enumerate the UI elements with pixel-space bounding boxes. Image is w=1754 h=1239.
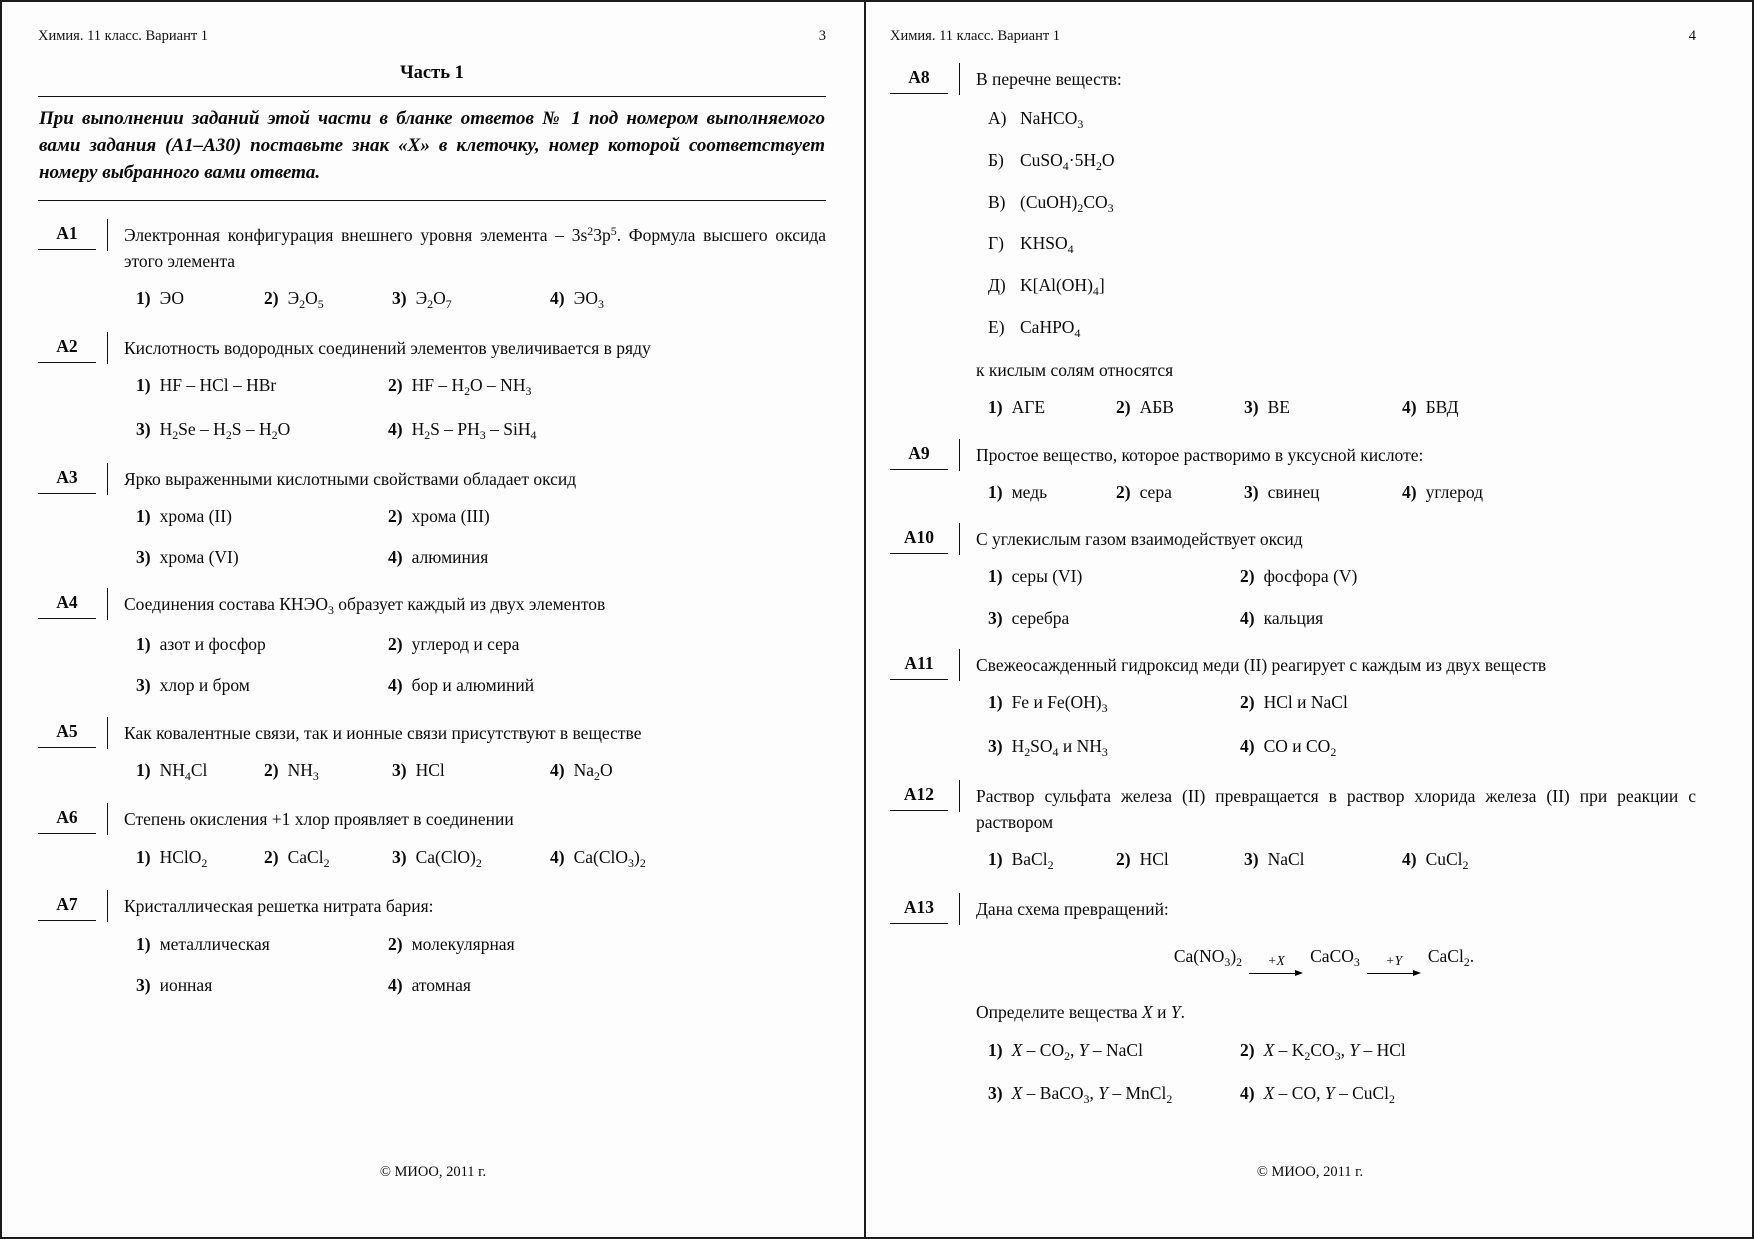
option-item <box>136 631 388 657</box>
option-number: 3) <box>988 735 1003 756</box>
question-body <box>96 466 826 571</box>
options-grid <box>976 394 1696 420</box>
substance-formula: $CuSO_4\cdot 5H_2O$ <box>1020 149 1115 173</box>
option-value: бор и алюминий <box>411 675 535 696</box>
question-item <box>38 806 826 872</box>
option-value: кальция <box>1263 607 1324 628</box>
options-grid <box>976 846 1696 875</box>
option-number: 3) <box>136 547 151 568</box>
option-value: АБВ <box>1139 397 1174 418</box>
option-value: HF – $H_2O - NH_3$ <box>411 375 532 399</box>
option-number: 3) <box>988 1083 1003 1104</box>
questions-list <box>38 222 826 998</box>
reaction-arrow <box>1249 954 1303 978</box>
option-number: 3) <box>1244 397 1259 418</box>
option-number: 2) <box>1240 566 1255 587</box>
option-value: сера <box>1139 481 1172 502</box>
option-number: 2) <box>264 759 279 780</box>
substance-item <box>988 105 1696 134</box>
option-item <box>136 757 264 786</box>
question-number: А2 <box>38 335 96 363</box>
option-item <box>988 605 1240 631</box>
option-value: $H_2SO_4$ и $NH_3$ <box>1011 735 1108 759</box>
option-item <box>388 631 826 657</box>
option-item <box>1240 689 1696 718</box>
page-footer: © МИОО, 2011 г. <box>1256 1164 1364 1180</box>
options-grid <box>124 372 826 444</box>
option-item <box>550 285 826 314</box>
option-number: 4) <box>388 547 403 568</box>
option-number: 2) <box>264 846 279 867</box>
question-number: А6 <box>38 806 96 834</box>
option-item <box>388 931 826 957</box>
options-grid <box>124 844 826 873</box>
option-value: серы (VI) <box>1011 566 1083 587</box>
question-body <box>948 783 1696 875</box>
option-number: 1) <box>136 846 151 867</box>
question-text: Как ковалентные связи, так и ионные связи присутствуют в веществе <box>124 722 642 743</box>
question-text: Кислотность водородных соединений элементов увеличивается в ряду <box>124 338 651 359</box>
option-value: $NH_3$ <box>287 759 319 783</box>
option-number: 3) <box>988 607 1003 628</box>
option-item <box>136 544 388 570</box>
question-item <box>38 335 826 445</box>
right-arrow-icon <box>1249 969 1303 977</box>
question-body <box>96 222 826 314</box>
option-item <box>388 544 826 570</box>
substance-item <box>988 147 1696 176</box>
option-value: молекулярная <box>411 933 515 954</box>
option-value: X – BaCO$_3$, Y – MnCl$_2$ <box>1011 1083 1173 1107</box>
option-value: $H_2S - PH_3 - SiH_4$ <box>411 418 537 442</box>
option-item <box>988 689 1240 718</box>
option-number: 1) <box>988 692 1003 713</box>
option-number: 4) <box>1402 481 1417 502</box>
question-text: Ярко выраженными кислотными свойствами обладает оксид <box>124 468 577 489</box>
question-number: А8 <box>890 66 948 94</box>
question-body <box>96 335 826 445</box>
header-page-number: 3 <box>818 28 826 44</box>
question-number: А1 <box>38 222 96 250</box>
option-number: 4) <box>388 974 403 995</box>
option-number: 2) <box>1116 397 1131 418</box>
option-item <box>1244 479 1402 505</box>
option-item <box>1244 846 1402 875</box>
option-item <box>388 372 826 401</box>
options-grid <box>976 1037 1696 1109</box>
option-item <box>264 285 392 314</box>
option-item <box>136 672 388 698</box>
questions-list <box>890 66 1696 1109</box>
question-text: Дана схема превращений: <box>976 898 1169 919</box>
option-number: 1) <box>988 1039 1003 1060</box>
substance-formula: $(CuOH)_2CO_3$ <box>1020 191 1114 215</box>
option-number: 1) <box>136 933 151 954</box>
header-page-number: 4 <box>1688 28 1696 44</box>
option-item <box>988 563 1240 589</box>
question-item <box>38 222 826 314</box>
substance-letter: А) <box>988 108 1007 129</box>
question-item <box>38 720 826 786</box>
substance-item <box>988 272 1696 301</box>
reaction-arrow <box>1367 954 1421 978</box>
substance-formula: $KHSO_4$ <box>1020 233 1074 257</box>
option-number: 4) <box>388 675 403 696</box>
option-number: 1) <box>988 849 1003 869</box>
question-item <box>38 466 826 571</box>
option-item <box>392 757 550 786</box>
option-number: 4) <box>1402 849 1417 869</box>
option-item <box>550 844 826 873</box>
question-item <box>890 896 1696 1109</box>
question-body <box>96 720 826 786</box>
option-number: 2) <box>264 288 279 309</box>
option-number: 3) <box>392 846 407 867</box>
options-grid <box>976 689 1696 761</box>
option-item <box>1240 563 1696 589</box>
option-number: 2) <box>1116 481 1131 502</box>
question-number: А13 <box>890 896 948 924</box>
option-item <box>264 757 392 786</box>
option-item <box>1402 479 1696 505</box>
option-item <box>388 972 826 998</box>
option-item <box>388 672 826 698</box>
question-number: А12 <box>890 783 948 811</box>
option-value: азот и фосфор <box>159 634 266 655</box>
question-text: Свежеосажденный гидроксид меди (II) реагирует с каждым из двух веществ <box>976 654 1547 675</box>
option-value: X – $CO_2$, Y – NaCl <box>1011 1039 1143 1063</box>
option-value: ионная <box>159 974 213 995</box>
option-item <box>1116 394 1244 420</box>
option-value: ЭО <box>159 288 184 309</box>
page-4 <box>868 2 1752 1237</box>
option-number: 4) <box>388 418 403 439</box>
option-number: 1) <box>136 288 151 309</box>
question-item <box>890 526 1696 631</box>
part-title: Часть 1 <box>400 63 464 83</box>
option-number: 2) <box>1240 1039 1255 1060</box>
options-grid <box>976 563 1696 631</box>
option-number: 4) <box>550 846 565 867</box>
option-value: $Ca(ClO_3)_2$ <box>573 846 646 870</box>
option-number: 4) <box>550 288 565 309</box>
substance-list <box>976 105 1696 342</box>
option-number: 2) <box>1240 692 1255 713</box>
option-number: 4) <box>1240 735 1255 756</box>
option-value: HCl и NaCl <box>1263 692 1348 713</box>
option-value: CuCl$_2$ <box>1425 849 1469 872</box>
option-item <box>550 757 826 786</box>
option-number: 4) <box>1240 1083 1255 1104</box>
question-number: А5 <box>38 720 96 748</box>
option-value: хрома (II) <box>159 505 232 526</box>
option-number: 4) <box>550 759 565 780</box>
question-text: Соединения состава $КНЭО_3$ образует каждый из двух элементов <box>124 594 606 618</box>
arrow-label: +Y <box>1385 952 1403 968</box>
question-body <box>948 896 1696 1109</box>
option-number: 3) <box>1244 481 1259 502</box>
scheme-formula: CaCl$_2$. <box>1427 945 1475 969</box>
option-number: 2) <box>388 505 403 526</box>
option-value: хрома (VI) <box>159 547 239 568</box>
page-header <box>38 28 826 45</box>
option-item <box>988 846 1116 875</box>
substance-letter: В) <box>988 191 1006 212</box>
option-number: 3) <box>136 418 151 439</box>
question-number: А7 <box>38 893 96 921</box>
option-value: атомная <box>411 974 471 995</box>
option-number: 1) <box>136 375 151 396</box>
scheme-formula: CaCO$_3$ <box>1310 945 1360 969</box>
question-item <box>890 442 1696 506</box>
substance-letter: Д) <box>988 274 1006 295</box>
option-value: $Na_2O$ <box>573 759 613 783</box>
option-value: алюминия <box>411 547 489 568</box>
option-item <box>988 479 1116 505</box>
question-item <box>38 893 826 998</box>
option-value: Fe и $Fe(OH)_3$ <box>1011 692 1108 715</box>
substance-letter: Б) <box>988 149 1004 170</box>
substance-formula: $K[Al(OH)_4]$ <box>1020 274 1105 298</box>
option-value: медь <box>1011 481 1048 502</box>
option-value: CaCl$_2$ <box>287 846 330 870</box>
question-text: Электронная конфигурация внешнего уровня элемента – $3s^23p^5$. Формула высшего оксида этого элемента <box>124 223 826 272</box>
question-body <box>96 893 826 998</box>
option-value: HCl <box>415 759 445 780</box>
options-grid <box>124 757 826 786</box>
question-number: А11 <box>890 652 948 680</box>
option-value: CO и $CO_2$ <box>1263 735 1337 759</box>
question-item <box>890 652 1696 762</box>
option-number: 4) <box>1402 397 1417 418</box>
question-number: А10 <box>890 526 948 554</box>
question-number: А3 <box>38 466 96 494</box>
page-3 <box>2 2 866 1237</box>
question-number: А9 <box>890 442 948 470</box>
option-value: металлическая <box>159 933 270 954</box>
header-title: Химия. 11 класс. Вариант 1 <box>890 28 1061 44</box>
substance-item <box>988 314 1696 343</box>
option-item <box>136 844 264 873</box>
option-item <box>1240 1037 1696 1066</box>
option-item <box>1116 479 1244 505</box>
option-number: 2) <box>388 375 403 396</box>
option-number: 2) <box>388 933 403 954</box>
option-value: $Э_2О_7$ <box>415 288 452 312</box>
option-item <box>1240 1080 1696 1109</box>
option-item <box>988 1037 1240 1066</box>
option-value: NaCl <box>1267 849 1305 869</box>
question-subtext: к кислым солям относятся <box>976 360 1174 381</box>
question-item <box>38 591 826 698</box>
question-item <box>890 783 1696 875</box>
option-value: БВД <box>1425 397 1459 418</box>
question-body <box>96 806 826 872</box>
option-number: 3) <box>392 759 407 780</box>
option-value: углерод <box>1425 481 1484 502</box>
options-grid <box>976 479 1696 505</box>
option-item <box>988 1080 1240 1109</box>
option-number: 1) <box>988 397 1003 418</box>
option-value: хлор и бром <box>159 675 250 696</box>
option-value: HF – HCl – HBr <box>159 375 277 396</box>
option-value: X – CO, Y – CuCl$_2$ <box>1263 1083 1395 1107</box>
header-title: Химия. 11 класс. Вариант 1 <box>38 28 209 44</box>
option-item <box>388 416 826 445</box>
option-item <box>1402 394 1696 420</box>
option-number: 3) <box>136 675 151 696</box>
scheme-prompt: Определите вещества X и Y. <box>976 1002 1185 1023</box>
option-item <box>136 372 388 401</box>
option-value: HClO$_2$ <box>159 846 208 870</box>
option-number: 3) <box>136 974 151 995</box>
option-item <box>264 844 392 873</box>
substance-formula: NaHCO$_3$ <box>1020 108 1084 132</box>
question-text: Простое вещество, которое растворимо в уксусной кислоте: <box>976 444 1424 465</box>
option-item <box>1240 733 1696 762</box>
option-item <box>136 972 388 998</box>
options-grid <box>124 631 826 699</box>
scheme-formula: $Ca(NO_3)_2$ <box>1173 945 1243 969</box>
option-item <box>136 503 388 529</box>
option-value: $Э_2О_5$ <box>287 288 324 312</box>
right-arrow-icon <box>1367 969 1421 977</box>
question-body <box>948 66 1696 421</box>
option-item <box>136 285 264 314</box>
option-item <box>1116 846 1244 875</box>
option-value: X – $K_2CO_3$, Y – HCl <box>1263 1039 1406 1063</box>
question-text: С углекислым газом взаимодействует оксид <box>976 529 1303 550</box>
instructions-text: При выполнении заданий этой части в бланке ответов № 1 под номером выполняемого вами задания (А1–А30) поставьте знак «Х» в клеточку, номер которой соответствует номеру выбранного вами ответа. <box>38 96 826 201</box>
substance-item <box>988 230 1696 259</box>
option-value: $NH_4Cl$ <box>159 759 208 783</box>
option-value: свинец <box>1267 481 1320 502</box>
option-number: 1) <box>136 759 151 780</box>
options-grid <box>124 503 826 571</box>
option-number: 2) <box>1116 849 1131 869</box>
option-number: 3) <box>392 288 407 309</box>
option-item <box>1240 605 1696 631</box>
options-grid <box>124 285 826 314</box>
option-number: 1) <box>988 481 1003 502</box>
option-number: 1) <box>988 566 1003 587</box>
option-number: 3) <box>1244 849 1259 869</box>
option-number: 2) <box>388 634 403 655</box>
page-footer: © МИОО, 2011 г. <box>379 1164 487 1180</box>
option-value: ВЕ <box>1267 397 1290 418</box>
substance-formula: CaHPO$_4$ <box>1020 316 1081 340</box>
option-value: АГЕ <box>1011 397 1046 418</box>
option-value: хрома (III) <box>411 505 490 526</box>
question-text: Степень окисления +1 хлор проявляет в соединении <box>124 809 514 830</box>
option-value: HCl <box>1139 849 1169 869</box>
option-item <box>392 844 550 873</box>
option-value: серебра <box>1011 607 1070 628</box>
question-body <box>948 442 1696 506</box>
option-value: $ЭО_3$ <box>573 288 604 312</box>
question-number: А4 <box>38 591 96 619</box>
option-item <box>392 285 550 314</box>
option-item <box>1402 846 1696 875</box>
question-body <box>948 526 1696 631</box>
options-grid <box>124 931 826 999</box>
page-header <box>890 28 1696 45</box>
substance-item <box>988 189 1696 218</box>
question-body <box>96 591 826 698</box>
reaction-scheme <box>976 942 1672 978</box>
option-number: 1) <box>136 634 151 655</box>
option-number: 1) <box>136 505 151 526</box>
option-item <box>136 416 388 445</box>
question-text: Кристаллическая решетка нитрата бария: <box>124 896 434 917</box>
option-value: BaCl$_2$ <box>1011 849 1054 872</box>
arrow-label: +X <box>1267 952 1285 968</box>
question-text: В перечне веществ: <box>976 69 1122 89</box>
substance-letter: Г) <box>988 233 1004 254</box>
option-item <box>988 394 1116 420</box>
option-value: углерод и сера <box>411 634 520 655</box>
option-item <box>988 733 1240 762</box>
option-value: $Ca(ClO)_2$ <box>415 846 482 870</box>
question-item <box>890 66 1696 421</box>
option-value: фосфора (V) <box>1263 566 1358 587</box>
substance-letter: Е) <box>988 316 1005 337</box>
option-item <box>388 503 826 529</box>
option-item <box>1244 394 1402 420</box>
question-body <box>948 652 1696 762</box>
option-number: 4) <box>1240 607 1255 628</box>
option-value: $H_2Se - H_2S - H_2O$ <box>159 418 291 442</box>
question-text: Раствор сульфата железа (II) превращается в раствор хлорида железа (II) при реакции с раствором <box>976 785 1696 832</box>
option-item <box>136 931 388 957</box>
